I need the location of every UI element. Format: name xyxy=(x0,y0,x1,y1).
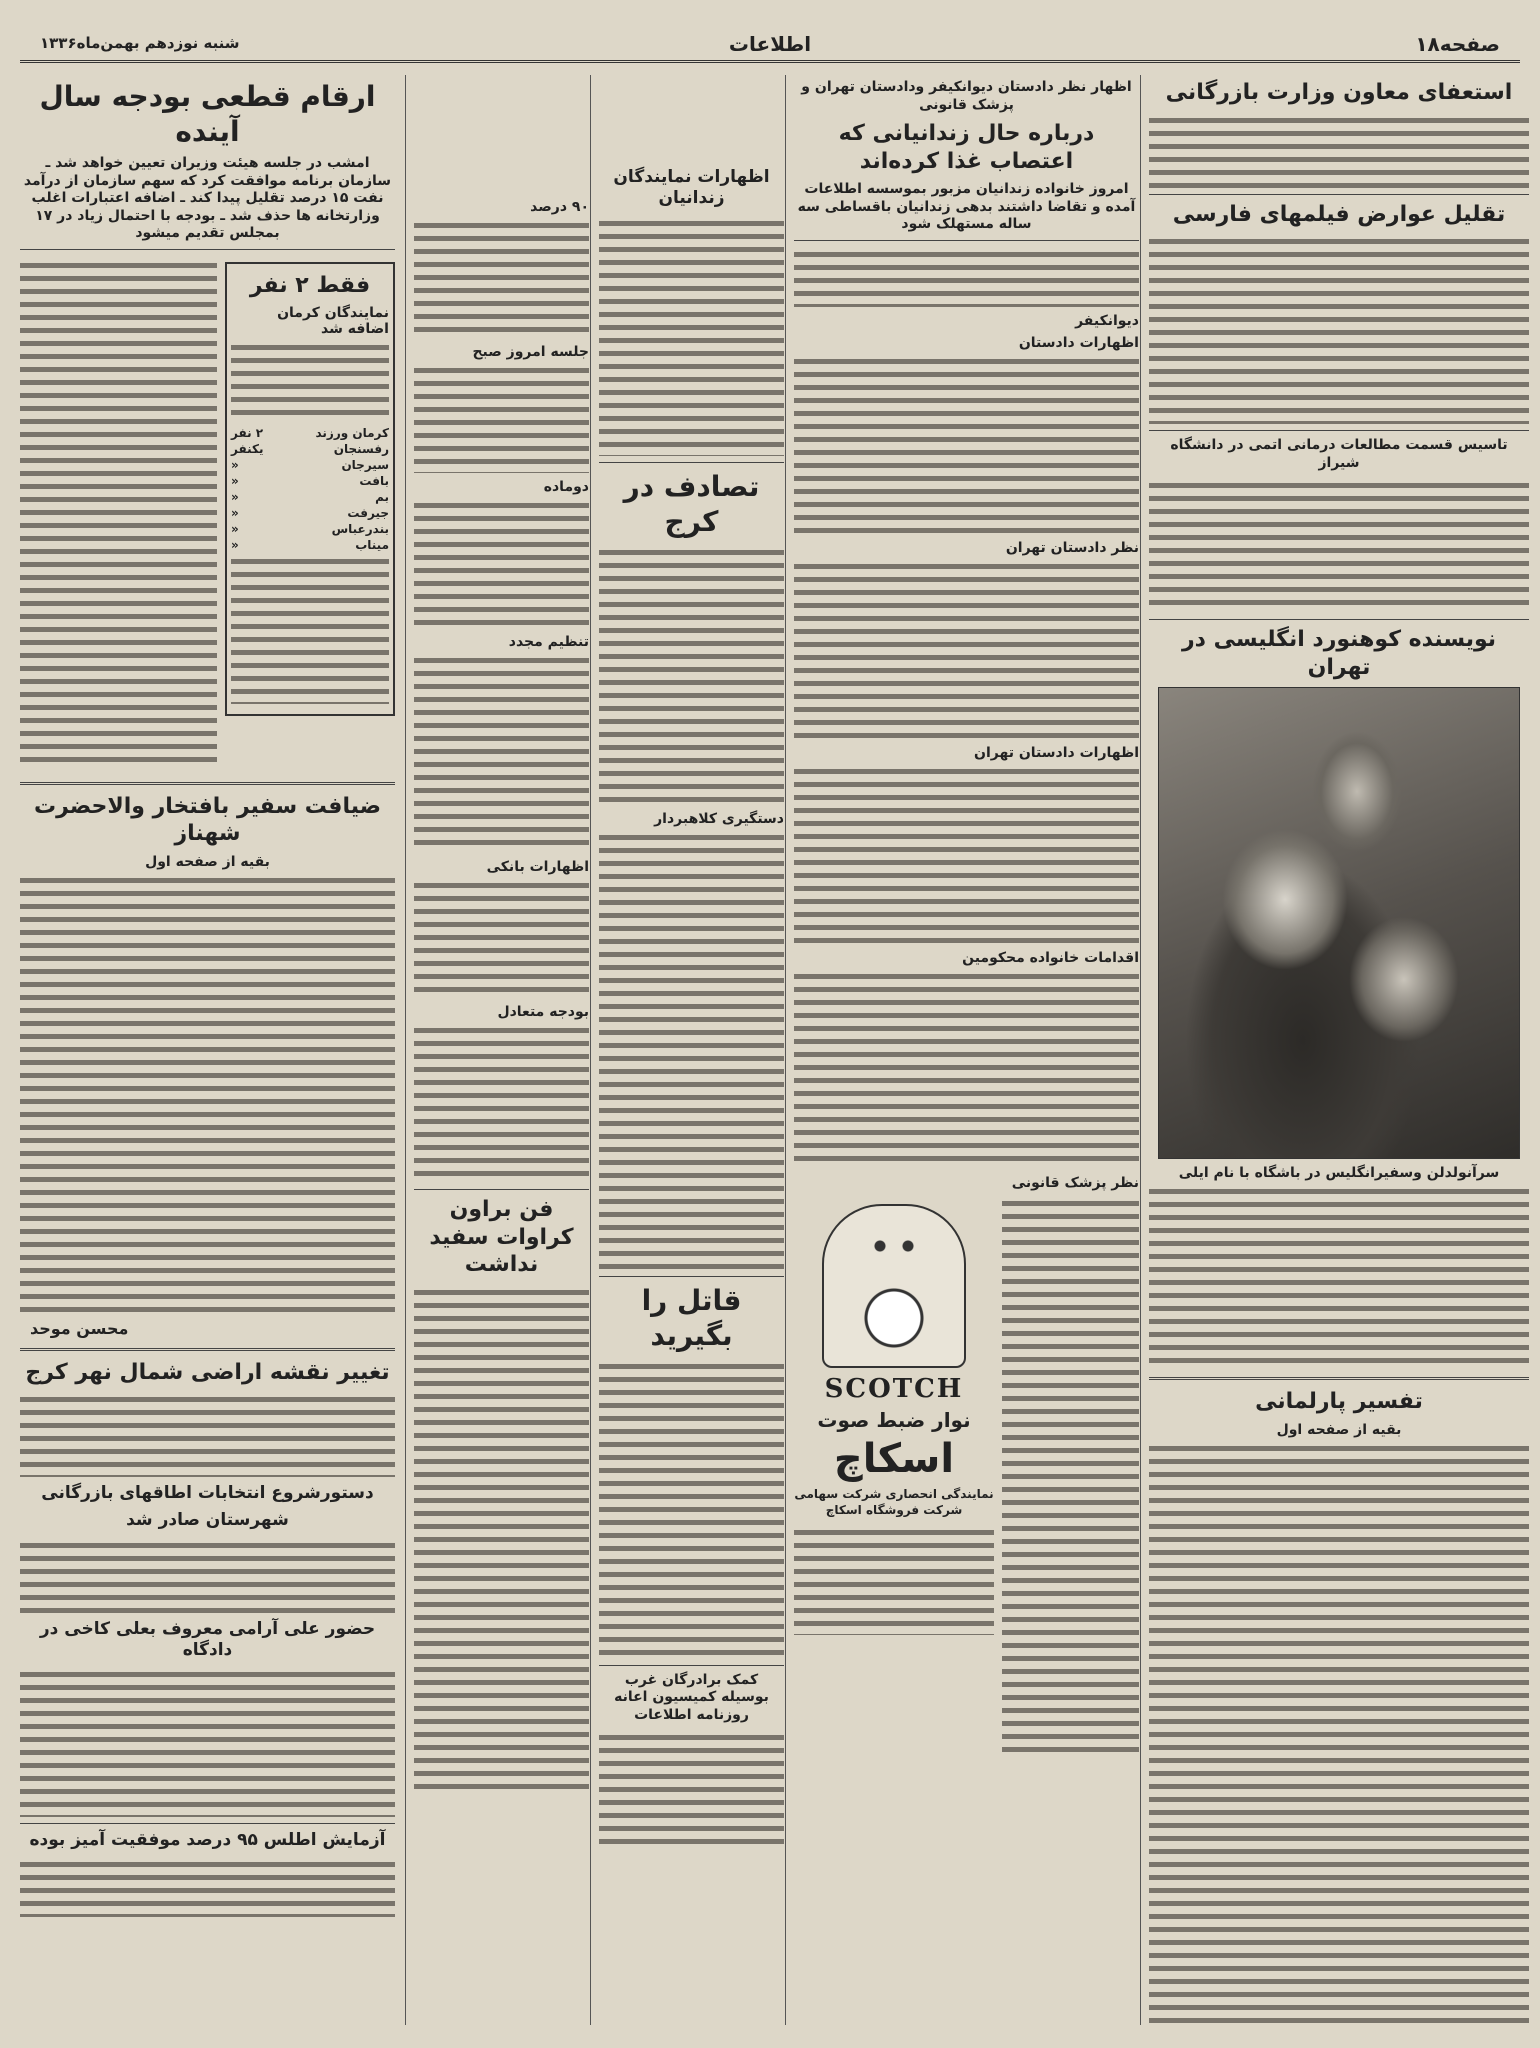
list-item: کرمان ورزند ۲ نفر xyxy=(231,426,389,440)
headline-reps: اظهارات نمایندگان زندانیان xyxy=(613,167,770,209)
continued-note: بقیه از صفحه اول xyxy=(1276,1421,1402,1438)
ad-title: اسکاچ xyxy=(833,1435,955,1482)
article-text xyxy=(794,969,1139,1169)
list-item: بم « xyxy=(231,490,389,504)
article-text xyxy=(20,1857,395,1917)
article-text xyxy=(414,1023,589,1183)
article-text xyxy=(20,1392,395,1477)
headline-von-braun: فن براون کراوات سفید نداشت xyxy=(429,1197,574,1277)
subhead: تنظیم مجدد xyxy=(508,634,589,650)
subhead: دستگیری کلاهبردار xyxy=(654,810,784,827)
subhead: جلسه امروز صبح xyxy=(472,344,589,360)
article-text xyxy=(414,653,589,853)
article-text xyxy=(414,218,589,338)
headline-parliament: تفسیر پارلمانی xyxy=(1255,1389,1423,1414)
list-item: سیرجان « xyxy=(231,458,389,472)
continued-note: بقیه از صفحه اول xyxy=(145,853,270,870)
list-item: بافت « xyxy=(231,474,389,488)
article-text xyxy=(231,554,389,704)
list-item: میناب « xyxy=(231,538,389,552)
ad-text xyxy=(794,1525,994,1635)
article-text xyxy=(1149,1441,1529,2026)
news-photo xyxy=(1158,687,1520,1159)
headline-court: حضور علی آرامی معروف بعلی کاخی در دادگاه xyxy=(39,1618,376,1660)
article-text xyxy=(1002,1196,1139,1756)
article-text xyxy=(20,258,217,768)
page-number: صفحه۱۸ xyxy=(1415,32,1500,56)
headline-film-duties: تقلیل عوارض فیلمهای فارسی xyxy=(1172,201,1506,227)
column-3 xyxy=(590,75,784,2025)
article-text xyxy=(599,1359,784,1659)
article-text xyxy=(599,216,784,456)
headline-karaj-land: تغییر نقشه اراضی شمال نهر کرج xyxy=(25,1359,390,1385)
headline-relief: کمک برادرگان غرب بوسیله کمیسیون اعانه روزنامه اطلاعات xyxy=(614,1671,769,1723)
box-title: فقط ۲ نفر xyxy=(249,272,371,298)
headline-elections-sub: شهرستان صادر شد xyxy=(126,1510,289,1531)
headline-budget-deck: امشب در جلسه هیئت وزیران تعیین خواهد شد ـ سازمان برنامه موافقت کرد که سهم سازمان از درآمد نفت ۱۵ درصد تقلیل پیدا کند ـ اضافه اعتبارات اغلب وزارتخانه ها حذف شد ـ بودجه با احتمال زیاد در ۱۷ بمجلس تقدیم میشود xyxy=(23,155,392,241)
subhead: نظر پزشک قانونی xyxy=(1011,1174,1139,1191)
article-text xyxy=(20,1667,395,1817)
masthead xyxy=(20,30,1520,63)
byline: محسن موحد xyxy=(30,1318,129,1338)
article-text xyxy=(231,340,389,420)
article-text xyxy=(599,830,784,1270)
headline-resignation: استعفای معاون وزارت بازرگانی xyxy=(1165,80,1513,105)
subhead: اظهارات بانکی xyxy=(486,859,589,875)
article-text xyxy=(794,764,1139,944)
article-text xyxy=(794,247,1139,307)
column-1 xyxy=(1140,75,1529,2025)
article-text xyxy=(414,363,589,473)
column-5 xyxy=(20,75,395,2025)
article-text xyxy=(794,559,1139,739)
article-text xyxy=(20,1538,395,1613)
ad-line: نوار ضبط صوت xyxy=(817,1407,971,1432)
list-item: بندرعباس « xyxy=(231,522,389,536)
subhead: بودجه متعادل xyxy=(497,1004,589,1020)
photo-caption: سرآنولدلن وسفیرانگلیس در باشگاه با نام ایلی xyxy=(1178,1165,1500,1181)
ad-brand: SCOTCH xyxy=(824,1373,964,1404)
ad-note: نمایندگی انحصاری شرکت سهامی شرکت فروشگاه اسکاچ xyxy=(794,1486,994,1518)
article-text xyxy=(414,1285,589,1795)
article-text xyxy=(1149,1184,1529,1369)
column-2 xyxy=(785,75,1139,2025)
issue-date: شنبه نوزدهم بهمن‌ماه۱۳۳۶ xyxy=(40,34,240,52)
column-4 xyxy=(405,75,589,2025)
headline-hunger-strike: درباره حال زندانیانی که اعتصاب غذا کرده‌اند xyxy=(838,121,1095,174)
box-deck: نمایندگان کرمان اضافه شد xyxy=(277,305,389,337)
subhead: اظهارات دادستان تهران xyxy=(974,744,1139,761)
subhead: اظهارات دادستان xyxy=(1018,334,1139,351)
headline-shiraz-atomic: تاسیس قسمت مطالعات درمانی اتمی در دانشگاه شیراز xyxy=(1170,437,1508,471)
list-item: رفسنجان یکنفر xyxy=(231,442,389,456)
paper-name: اطلاعات xyxy=(728,32,812,56)
article-text xyxy=(20,873,395,1313)
subhead: دوماده xyxy=(543,479,589,495)
headline-budget: ارقام قطعی بودجه سال آینده xyxy=(39,80,376,148)
headline-elections: دستورشروع انتخابات اطاقهای بازرگانی xyxy=(41,1483,374,1503)
headline-ambassador-dinner: ضیافت سفیر بافتخار والاحضرت شهناز xyxy=(34,793,381,846)
subhead: نظر دادستان تهران xyxy=(1005,539,1139,556)
subhead: ۹۰ درصد xyxy=(530,199,589,215)
headline-atlas-test: آزمایش اطلس ۹۵ درصد موفقیت آمیز بوده xyxy=(29,1830,386,1850)
article-text xyxy=(1149,478,1529,613)
article-text xyxy=(1149,234,1529,424)
article-text xyxy=(599,1730,784,1850)
headline-deck: امروز خانواده زندانیان مزبور بموسسه اطلاعات آمده و تقاضا داشتند بدهی زندانیان باقساطی سه ساله مستهلک شود xyxy=(797,181,1136,232)
article-text xyxy=(414,878,589,998)
robot-illustration xyxy=(822,1204,966,1368)
subhead: دیوانکیفر xyxy=(1075,312,1139,329)
article-text xyxy=(599,545,784,805)
subhead: اقدامات خانواده محکومین xyxy=(962,949,1139,966)
kerman-box xyxy=(225,262,395,717)
list-item: جیرفت « xyxy=(231,506,389,520)
headline-catch-killer: قاتل را بگیرید xyxy=(641,1283,742,1352)
headline-karaj-accident: تصادف در کرج xyxy=(623,469,760,538)
constituency-list xyxy=(231,426,389,552)
headline-mountaineer: نویسنده کوهنورد انگلیسی در تهران xyxy=(1181,627,1497,680)
article-text xyxy=(414,498,589,628)
headline-kicker: اظهار نظر دادستان دیوانکیفر ودادستان تهران و پزشک قانونی xyxy=(801,79,1132,113)
article-text xyxy=(794,354,1139,534)
scotch-tape-ad xyxy=(794,1204,994,1752)
article-text xyxy=(1149,113,1529,188)
